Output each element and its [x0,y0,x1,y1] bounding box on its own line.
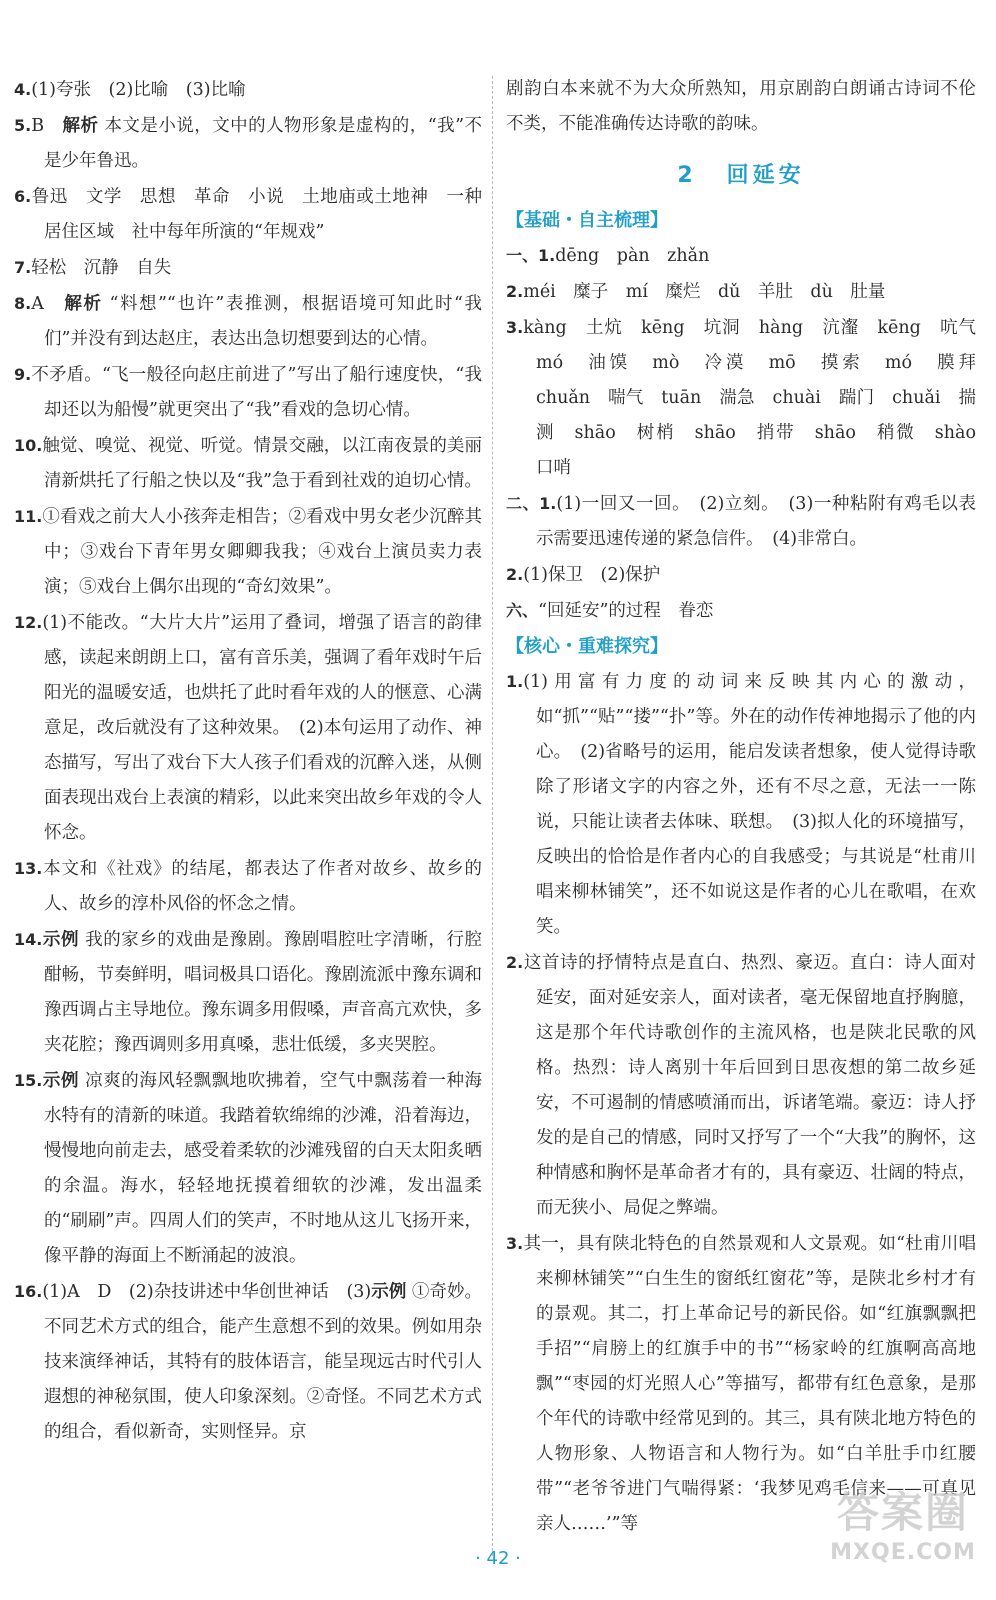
section-title [506,158,976,193]
item-number: 2. [506,953,524,972]
item-tag: 示例 [371,1282,407,1302]
basics-item [506,238,976,274]
item-number: 3. [506,1234,524,1253]
item-text: 不矛盾。“飞一般径向赵庄前进了”写出了船行速度快，“我却还以为船慢”就更突出了“我”看戏的急切心情。 [31,365,482,420]
item-number: 15. [14,1071,43,1090]
item-number: 3. [506,318,524,337]
answer-item [14,605,482,851]
answer-item [14,108,482,179]
item-prefix: B [31,116,63,136]
item-number: 二、1. [506,494,557,513]
item-number: 4. [14,80,32,99]
item-text: 触觉、嗅觉、视觉、听觉。情景交融，以江南夜景的美丽清新烘托了行船之快以及“我”急于看到社戏的迫切心情。 [42,436,482,491]
item-number: 1. [506,672,524,691]
item-text: “回延安”的过程 眷恋 [538,601,714,621]
core-item [506,664,976,945]
basics-list [506,238,994,629]
watermark-logo [828,1480,978,1580]
item-text: 本文和《社戏》的结尾，都表达了作者对故乡、故乡的人、故乡的淳朴风俗的怀念之情。 [42,859,482,914]
item-prefix: A [31,294,65,314]
item-text: 其一，具有陕北特色的自然景观和人文景观。如“杜甫川唱来柳林铺笑”“白生生的窗纸红窗花”等，是陕北乡村才有的景观。其二，打上革命记号的新民俗。如“红旗飘飘把手招”“肩膀上的红旗手中的书”“杨家岭的红旗啊高高地飘”“枣园的灯光照人心”等描写，都带有红色意象，是那个年代的诗歌中经常见到的。其三，具有陕北地方特色的人物形象、人物语言和人物行为。如“白羊肚手巾红腰带”“老爷爷进门气喘得紧：‘我梦见鸡毛信来——可真见亲人……’”等 [523,1234,976,1534]
section-name: 回延安 [726,162,805,188]
item-tag: 示例 [42,930,80,950]
item-number: 5. [14,116,32,135]
continued-answer: 剧韵白本来就不为大众所熟知，用京剧韵白朗诵古诗词不伦不类，不能准确传达诗歌的韵味。 [506,79,976,134]
left-column [14,72,482,1450]
basics-item [506,486,976,557]
item-text: 轻松 沉静 自失 [31,258,172,278]
section-number: 2 [677,163,697,188]
answer-item [14,72,482,108]
basics-item [506,557,976,593]
column-divider [492,76,493,1556]
item-text: kàng 土炕 kēng 坑洞 hàng 沆瀣 kēng 吭气 mó 油馍 mò 冷漠 mō 摸索 mó 膜拜 chuǎn 喘气 tuān 湍急 chuài 踹门 chuǎi 揣测 shāo 树梢 shāo 捎带 shāo 稍微 shào 口哨 [523,318,994,478]
item-number: 12. [14,613,43,632]
answer-item [14,286,482,357]
answer-item [14,357,482,428]
watermark-bottom: MXQE.COM [830,1540,976,1565]
answer-item [14,250,482,286]
item-number: 16. [14,1282,43,1301]
item-tag: 示例 [42,1071,80,1091]
item-text: (1)夸张 (2)比喻 (3)比喻 [31,80,246,100]
item-tag: 解析 [62,116,99,136]
answer-item [14,1063,482,1274]
item-text: ①看戏之前大人小孩奔走相告；②看戏中男女老少沉醉其中；③戏台下青年男女卿卿我我；④戏台上演员卖力表演；⑤戏台上偶尔出现的“奇幻效果”。 [42,507,482,597]
item-text: 鲁迅 文学 思想 革命 小说 土地庙或土地神 一种居住区域 社中每年所演的“年规戏” [31,187,482,242]
answer-item [14,499,482,605]
item-text: (1)保卫 (2)保护 [523,565,661,585]
watermark-top: 答案圈 [836,1488,969,1537]
core-list [506,664,976,1542]
item-text: dēng pàn zhǎn [555,246,710,266]
item-number: 9. [14,365,32,384]
item-text: (1)一回又一回。 (2)立刻。 (3)一种粘附有鸡毛以表示需要迅速传递的紧急信件。 (4)非常白。 [536,494,976,549]
item-text: (1)用富有力度的动词来反映其内心的激动，如“抓”“贴”“搂”“扑”等。外在的动作传神地揭示了他的内心。 (2)省略号的运用，能启发读者想象，使人觉得诗歌除了形诸文字的内容之外，还有不尽之意，无法一一陈说，只能让读者去体味、联想。 (3)拟人化的环境描写，反映出的恰恰是作者内心的自我感受；与其说是“杜甫川唱来柳林铺笑”，还不如说这是作者的心儿在歌唱，在欢笑。 [523,672,976,937]
item-text: (1)不能改。“大片大片”运用了叠词，增强了语言的韵律感，读起来朗朗上口，富有音乐美，强调了看年戏时午后阳光的温暖安适，也烘托了此时看年戏的人的惬意、心满意足，改后就没有了这种效果。 (2)本句运用了动作、神态描写，写出了戏台下大人孩子们看戏的沉醉入迷，从侧面表现出戏台上表演的精彩，以此来突出故乡年戏的令人怀念。 [42,613,482,843]
item-number: 六、 [506,601,539,620]
right-column [506,72,994,1542]
answer-item [14,922,482,1063]
item-number: 14. [14,930,43,949]
item-prefix: (1)A D (2)杂技讲述中华创世神话 (3) [42,1282,372,1302]
item-number: 6. [14,187,32,206]
subhead-core: 【核心・重难探究】 [506,636,668,657]
answer-item [14,179,482,250]
item-text: ①奇妙。不同艺术方式的组合，能产生意想不到的效果。例如用杂技来演绎神话，其特有的肢体语言，能呈现远古时代引人遐想的神秘氛围，使人印象深刻。②奇怪。不同艺术方式的组合，看似新奇，实则怪异。京 [44,1282,483,1442]
item-number: 8. [14,294,32,313]
answer-item [14,851,482,922]
item-number: 10. [14,436,43,455]
item-text: 这首诗的抒情特点是直白、热烈、豪迈。直白：诗人面对延安，面对延安亲人，面对读者，毫无保留地直抒胸臆，这是那个年代诗歌创作的主流风格，也是陕北民歌的风格。热烈：诗人离别十年后回到日思夜想的第二故乡延安，不可遏制的情感喷涌而出，诉诸笔端。豪迈：诗人抒发的是自己的情感，同时又抒写了一个“大我”的胸怀，这种情感和胸怀是革命者才有的，具有豪迈、壮阔的特点，而无狭小、局促之弊端。 [523,953,976,1218]
item-text: méi 糜子 mí 糜烂 dǔ 羊肚 dù 肚量 [523,282,886,302]
item-number: 13. [14,859,43,878]
item-number: 7. [14,258,32,277]
item-number: 11. [14,507,43,526]
item-text: 我的家乡的戏曲是豫剧。豫剧唱腔吐字清晰，行腔酣畅，节奏鲜明，唱词极具口语化。豫剧流派中豫东调和豫西调占主导地位。豫东调多用假嗓，声音高亢欢快，多夹花腔；豫西调则多用真嗓，悲壮低缓，多夹哭腔。 [44,930,483,1055]
item-number: 2. [506,565,524,584]
basics-item [506,274,976,310]
answer-item [14,428,482,499]
basics-item [506,593,976,629]
item-number: 一、1. [506,246,556,265]
item-text: “料想”“也许”表推测，根据语境可知此时“我们”并没有到达赵庄，表达出急切想要到达的心情。 [44,294,483,349]
basics-item [506,310,994,486]
item-text: 本文是小说，文中的人物形象是虚构的，“我”不是少年鲁迅。 [44,116,482,171]
item-number: 2. [506,282,524,301]
subhead-basics: 【基础・自主梳理】 [506,210,668,231]
page-number: · 42 · [475,1548,521,1569]
answer-item [14,1274,482,1450]
item-text: 凉爽的海风轻飘飘地吹拂着，空气中飘荡着一种海水特有的清新的味道。我踏着软绵绵的沙滩，沿着海边，慢慢地向前走去，感受着柔软的沙滩残留的白天太阳炙晒的余温。海水，轻轻地抚摸着细软的沙滩，发出温柔的“刷刷”声。四周人们的笑声，不时地从这儿飞扬开来，像平静的海面上不断涌起的波浪。 [44,1071,483,1266]
core-item [506,945,976,1226]
item-tag: 解析 [64,294,103,314]
